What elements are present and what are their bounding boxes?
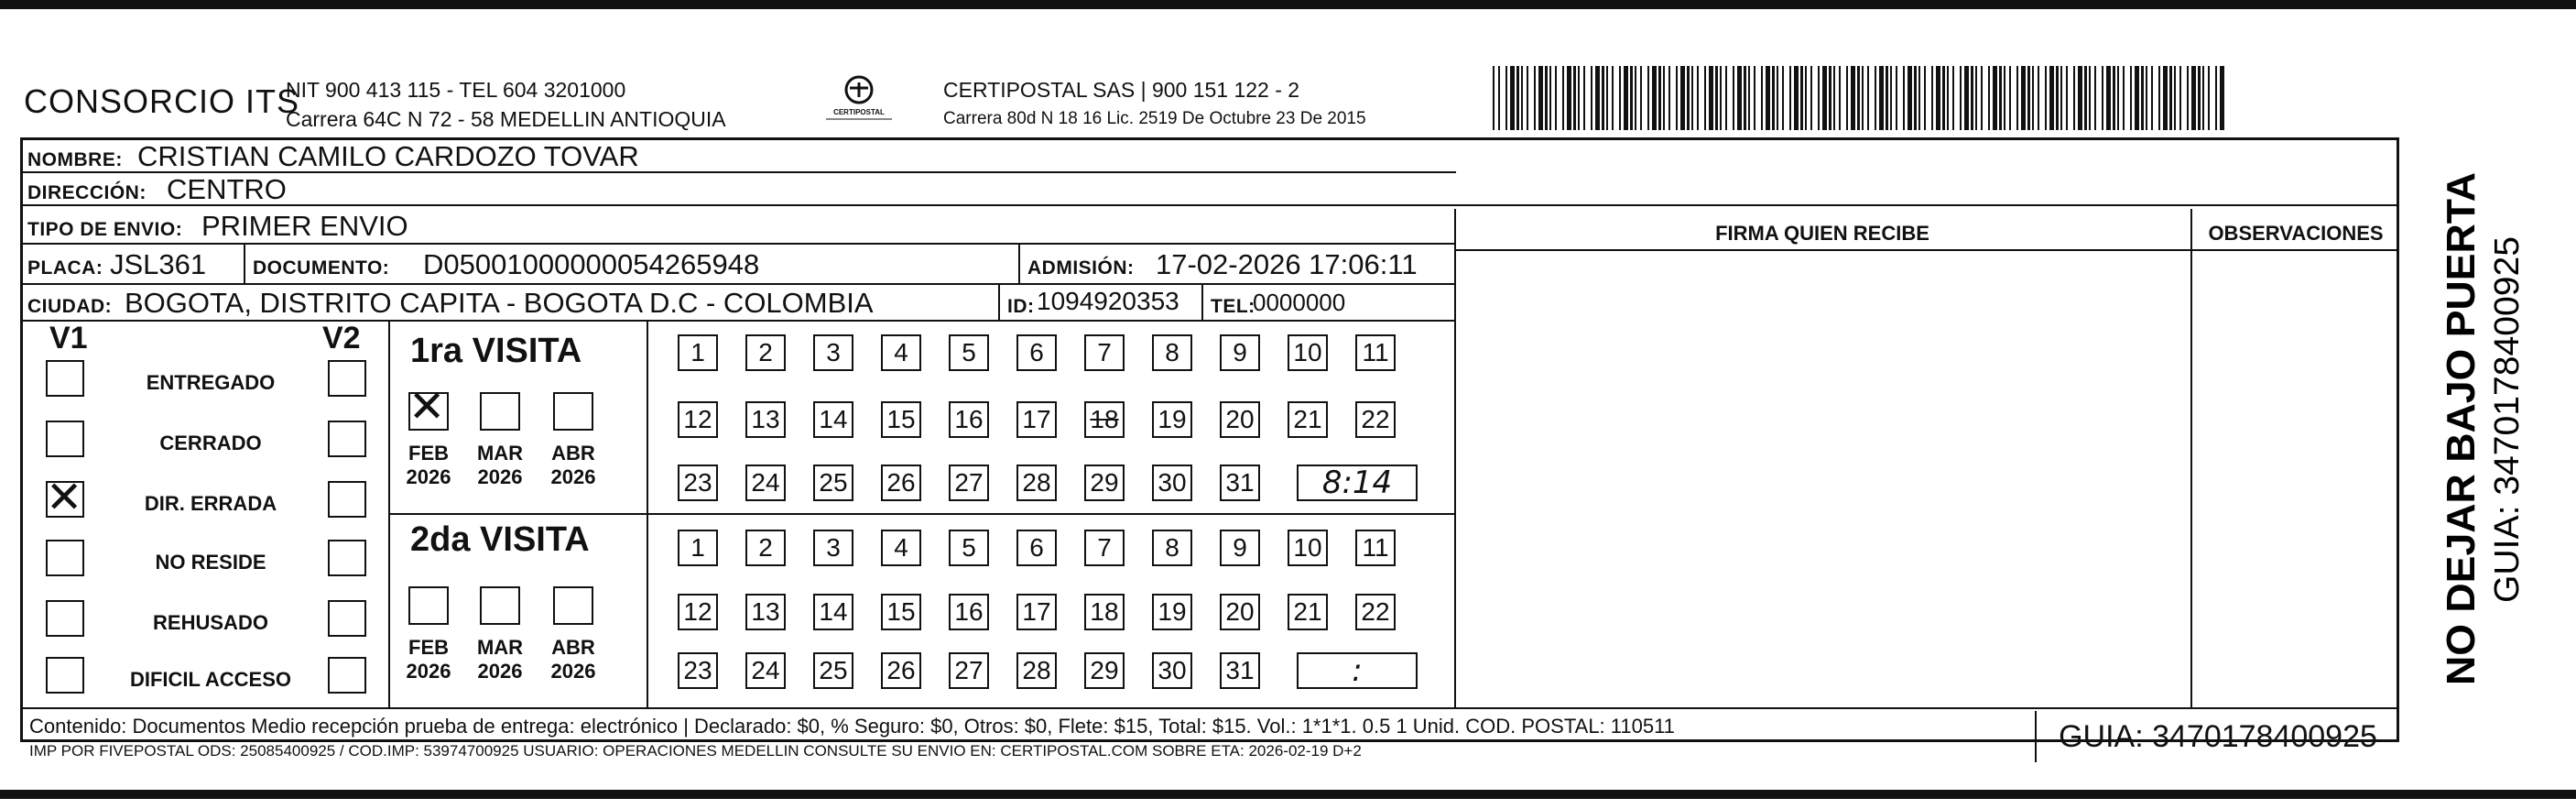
v1-checkbox[interactable] bbox=[46, 360, 84, 397]
carrier-nit: CERTIPOSTAL SAS | 900 151 122 - 2 bbox=[943, 78, 1300, 102]
placa-value: JSL361 bbox=[110, 248, 207, 280]
status-label: ENTREGADO bbox=[146, 371, 276, 394]
first-visit-day-box[interactable]: 27 bbox=[949, 465, 989, 501]
month-checkbox[interactable] bbox=[480, 392, 520, 431]
second-visit-day-box[interactable]: 22 bbox=[1355, 594, 1396, 630]
second-visit-day-box[interactable]: 16 bbox=[949, 594, 989, 630]
first-visit-day-box[interactable]: 14 bbox=[813, 401, 853, 438]
company-address: Carrera 64C N 72 - 58 MEDELLIN ANTIOQUIA bbox=[286, 107, 726, 131]
month-checkbox[interactable] bbox=[408, 586, 449, 625]
admision-value: 17-02-2026 17:06:11 bbox=[1156, 248, 1418, 280]
row-ciudad bbox=[20, 285, 1456, 322]
first-visit-day-box[interactable]: 5 bbox=[949, 334, 989, 371]
second-visit-day-box[interactable]: 18 bbox=[1084, 594, 1125, 630]
company-name: CONSORCIO ITS bbox=[24, 82, 300, 120]
nombre-value: CRISTIAN CAMILO CARDOZO TOVAR bbox=[137, 140, 639, 172]
v1-header: V1 bbox=[49, 321, 88, 355]
second-visit-time-box[interactable]: : bbox=[1297, 652, 1418, 689]
v2-checkbox[interactable] bbox=[328, 540, 366, 576]
obs-divider bbox=[2190, 209, 2192, 707]
first-visit-day-box[interactable]: 24 bbox=[745, 465, 786, 501]
placa-label: PLACA: bbox=[27, 257, 103, 279]
month-name: MAR bbox=[476, 636, 524, 659]
second-visit-day-box[interactable]: 7 bbox=[1084, 530, 1125, 566]
ciudad-label: CIUDAD: bbox=[27, 296, 113, 317]
footer-content: Contenido: Documentos Medio recepción prueba de entrega: electrónico | Declarado: $0, % Seguro: $0, Otros: $0, Flete: $15, Total: $15. Vol.: 1*1*1. 0.5 1 Unid. COD. POSTAL: 110511 bbox=[29, 715, 1675, 738]
first-visit-day-box[interactable]: 25 bbox=[813, 465, 853, 501]
month-name: ABR bbox=[551, 636, 595, 659]
first-visit-day-box[interactable]: 13 bbox=[745, 401, 786, 438]
month-year: 2026 bbox=[406, 465, 451, 488]
status-label: CERRADO bbox=[159, 432, 262, 454]
status-label: NO RESIDE bbox=[155, 551, 266, 574]
v2-checkbox[interactable] bbox=[328, 421, 366, 457]
ciudad-value: BOGOTA, DISTRITO CAPITA - BOGOTA D.C - COLOMBIA bbox=[125, 287, 874, 319]
first-visit-day-box[interactable]: 28 bbox=[1016, 465, 1057, 501]
month-label bbox=[401, 442, 456, 489]
company-nit: NIT 900 413 115 - TEL 604 3201000 bbox=[286, 78, 626, 102]
second-visit-day-box[interactable]: 20 bbox=[1220, 594, 1260, 630]
month-label bbox=[473, 442, 527, 489]
month-label bbox=[473, 636, 527, 683]
first-visit-day-box[interactable]: 8 bbox=[1152, 334, 1192, 371]
second-visit-day-box[interactable]: 15 bbox=[881, 594, 921, 630]
first-visit-day-box[interactable]: 22 bbox=[1355, 401, 1396, 438]
second-visit-day-box[interactable]: 1 bbox=[678, 530, 718, 566]
month-checkbox[interactable] bbox=[553, 586, 593, 625]
direccion-value: CENTRO bbox=[167, 173, 287, 205]
logo-text: CERTIPOSTAL bbox=[833, 108, 885, 116]
month-label bbox=[546, 442, 601, 489]
second-visit-day-box[interactable]: 6 bbox=[1016, 530, 1057, 566]
row-nombre bbox=[20, 140, 1456, 173]
second-visit-day-box[interactable]: 11 bbox=[1355, 530, 1396, 566]
second-visit-day-box[interactable]: 25 bbox=[813, 652, 853, 689]
documento-value: D05001000000054265948 bbox=[423, 248, 760, 280]
second-visit-day-box[interactable]: 12 bbox=[678, 594, 718, 630]
tipo-value: PRIMER ENVIO bbox=[201, 210, 408, 242]
second-visit-day-box[interactable]: 19 bbox=[1152, 594, 1192, 630]
second-visit-title: 2da VISITA bbox=[410, 520, 590, 559]
first-visit-day-box[interactable]: 7 bbox=[1084, 334, 1125, 371]
first-visit-day-box[interactable]: 10 bbox=[1288, 334, 1328, 371]
month-year: 2026 bbox=[477, 465, 523, 488]
second-visit-day-box[interactable]: 31 bbox=[1220, 652, 1260, 689]
certipostal-logo bbox=[822, 71, 896, 130]
v1-checkbox[interactable] bbox=[46, 600, 84, 637]
v2-checkbox[interactable] bbox=[328, 481, 366, 518]
month-name: MAR bbox=[476, 442, 524, 465]
second-visit-day-box[interactable]: 3 bbox=[813, 530, 853, 566]
observations-area[interactable] bbox=[2194, 253, 2397, 705]
barcode bbox=[1493, 66, 2225, 130]
carrier-address: Carrera 80d N 18 16 Lic. 2519 De Octubre 23 De 2015 bbox=[943, 109, 1366, 128]
guia-number: GUIA: 3470178400925 bbox=[2035, 711, 2399, 762]
second-visit-day-box[interactable]: 24 bbox=[745, 652, 786, 689]
nombre-label: NOMBRE: bbox=[27, 149, 123, 170]
tel-label: TEL: bbox=[1211, 296, 1255, 317]
first-visit-day-box[interactable]: 20 bbox=[1220, 401, 1260, 438]
first-visit-day-box[interactable]: 30 bbox=[1152, 465, 1192, 501]
first-visit-day-box[interactable]: 1 bbox=[678, 334, 718, 371]
first-visit-time-box[interactable]: 8:14 bbox=[1297, 465, 1418, 501]
admision-label: ADMISIÓN: bbox=[1027, 257, 1135, 279]
second-visit-day-box[interactable]: 10 bbox=[1288, 530, 1328, 566]
check-mark-icon: ✕ bbox=[46, 472, 83, 523]
v2-checkbox[interactable] bbox=[328, 600, 366, 637]
bottom-border bbox=[0, 790, 2576, 799]
second-visit-day-box[interactable]: 2 bbox=[745, 530, 786, 566]
footer-imp: IMP POR FIVEPOSTAL ODS: 25085400925 / COD.IMP: 53974700925 USUARIO: OPERACIONES MEDELLIN CONSULTE SU ENVIO EN: CERTIPOSTAL.COM SOBRE ETA: 2026-02-19 D+2 bbox=[29, 742, 1362, 760]
first-visit-day-box[interactable]: 21 bbox=[1288, 401, 1328, 438]
check-mark-icon: ✕ bbox=[408, 381, 446, 432]
first-visit-day-box[interactable]: 31 bbox=[1220, 465, 1260, 501]
side-panel bbox=[2399, 0, 2576, 804]
top-border bbox=[0, 0, 2576, 9]
first-visit-day-box[interactable]: 23 bbox=[678, 465, 718, 501]
first-visit-day-box[interactable]: 6 bbox=[1016, 334, 1057, 371]
month-label bbox=[401, 636, 456, 683]
v1-checkbox[interactable] bbox=[46, 472, 84, 523]
row-tipo bbox=[20, 206, 1456, 245]
status-label: DIR. ERRADA bbox=[144, 492, 277, 515]
second-visit-day-box[interactable]: 9 bbox=[1220, 530, 1260, 566]
second-visit-day-box[interactable]: 4 bbox=[881, 530, 921, 566]
first-visit-day-box[interactable]: 19 bbox=[1152, 401, 1192, 438]
row-placa bbox=[20, 245, 1456, 285]
first-visit-title: 1ra VISITA bbox=[410, 332, 582, 370]
first-visit-day-box[interactable]: 15 bbox=[881, 401, 921, 438]
month-name: FEB bbox=[408, 636, 449, 659]
second-visit-day-box[interactable]: 17 bbox=[1016, 594, 1057, 630]
first-visit-day-box[interactable]: 16 bbox=[949, 401, 989, 438]
second-visit-day-box[interactable]: 30 bbox=[1152, 652, 1192, 689]
second-visit-day-box[interactable]: 13 bbox=[745, 594, 786, 630]
side-guia: GUIA: 3470178400925 bbox=[2488, 246, 2527, 603]
signature-area[interactable] bbox=[1458, 253, 2189, 705]
signature-divider bbox=[1454, 209, 1456, 707]
first-visit-day-box[interactable]: 3 bbox=[813, 334, 853, 371]
second-visit-day-box[interactable]: 29 bbox=[1084, 652, 1125, 689]
observaciones-label: OBSERVACIONES bbox=[2208, 222, 2384, 245]
status-label: REHUSADO bbox=[153, 611, 268, 634]
month-name: ABR bbox=[551, 442, 595, 465]
id-value: 1094920353 bbox=[1037, 287, 1179, 315]
month-year: 2026 bbox=[477, 660, 523, 683]
firma-label: FIRMA QUIEN RECIBE bbox=[1715, 222, 1929, 245]
v1-checkbox[interactable] bbox=[46, 540, 84, 576]
direccion-label: DIRECCIÓN: bbox=[27, 182, 147, 203]
second-visit-day-box[interactable]: 21 bbox=[1288, 594, 1328, 630]
first-visit-day-box[interactable]: 9 bbox=[1220, 334, 1260, 371]
first-visit-day-box[interactable]: 26 bbox=[881, 465, 921, 501]
month-year: 2026 bbox=[406, 660, 451, 683]
second-visit-day-box[interactable]: 27 bbox=[949, 652, 989, 689]
first-visit-day-box[interactable]: 18 bbox=[1084, 401, 1125, 438]
month-year: 2026 bbox=[550, 465, 596, 488]
second-visit-day-box[interactable]: 14 bbox=[813, 594, 853, 630]
v1-checkbox[interactable] bbox=[46, 657, 84, 694]
second-visit-day-box[interactable]: 5 bbox=[949, 530, 989, 566]
second-visit-day-box[interactable]: 23 bbox=[678, 652, 718, 689]
documento-label: DOCUMENTO: bbox=[253, 257, 390, 279]
month-year: 2026 bbox=[550, 660, 596, 683]
carrier-info bbox=[943, 75, 1366, 134]
v2-checkbox[interactable] bbox=[328, 657, 366, 694]
second-visit-day-box[interactable]: 28 bbox=[1016, 652, 1057, 689]
second-visit-day-box[interactable]: 26 bbox=[881, 652, 921, 689]
tel-value: 0000000 bbox=[1253, 289, 1346, 316]
first-visit-day-box[interactable]: 17 bbox=[1016, 401, 1057, 438]
v1-checkbox[interactable] bbox=[46, 421, 84, 457]
month-checkbox[interactable] bbox=[553, 392, 593, 431]
month-name: FEB bbox=[408, 442, 449, 465]
status-label: DIFICIL ACCESO bbox=[129, 668, 291, 691]
tipo-label: TIPO DE ENVIO: bbox=[27, 219, 183, 240]
row-direccion bbox=[20, 173, 2399, 206]
side-warning: NO DEJAR BAJO PUERTA bbox=[2439, 180, 2484, 685]
id-label: ID: bbox=[1007, 296, 1035, 317]
first-visit-day-box[interactable]: 2 bbox=[745, 334, 786, 371]
v2-header: V2 bbox=[322, 321, 361, 355]
second-visit-day-box[interactable]: 8 bbox=[1152, 530, 1192, 566]
first-visit-day-box[interactable]: 29 bbox=[1084, 465, 1125, 501]
month-checkbox[interactable] bbox=[480, 586, 520, 625]
first-visit-day-box[interactable]: 12 bbox=[678, 401, 718, 438]
v2-checkbox[interactable] bbox=[328, 360, 366, 397]
first-visit-day-box[interactable]: 4 bbox=[881, 334, 921, 371]
first-visit-day-box[interactable]: 11 bbox=[1355, 334, 1396, 371]
month-label bbox=[546, 636, 601, 683]
month-checkbox[interactable] bbox=[408, 381, 449, 432]
company-info bbox=[286, 75, 726, 134]
